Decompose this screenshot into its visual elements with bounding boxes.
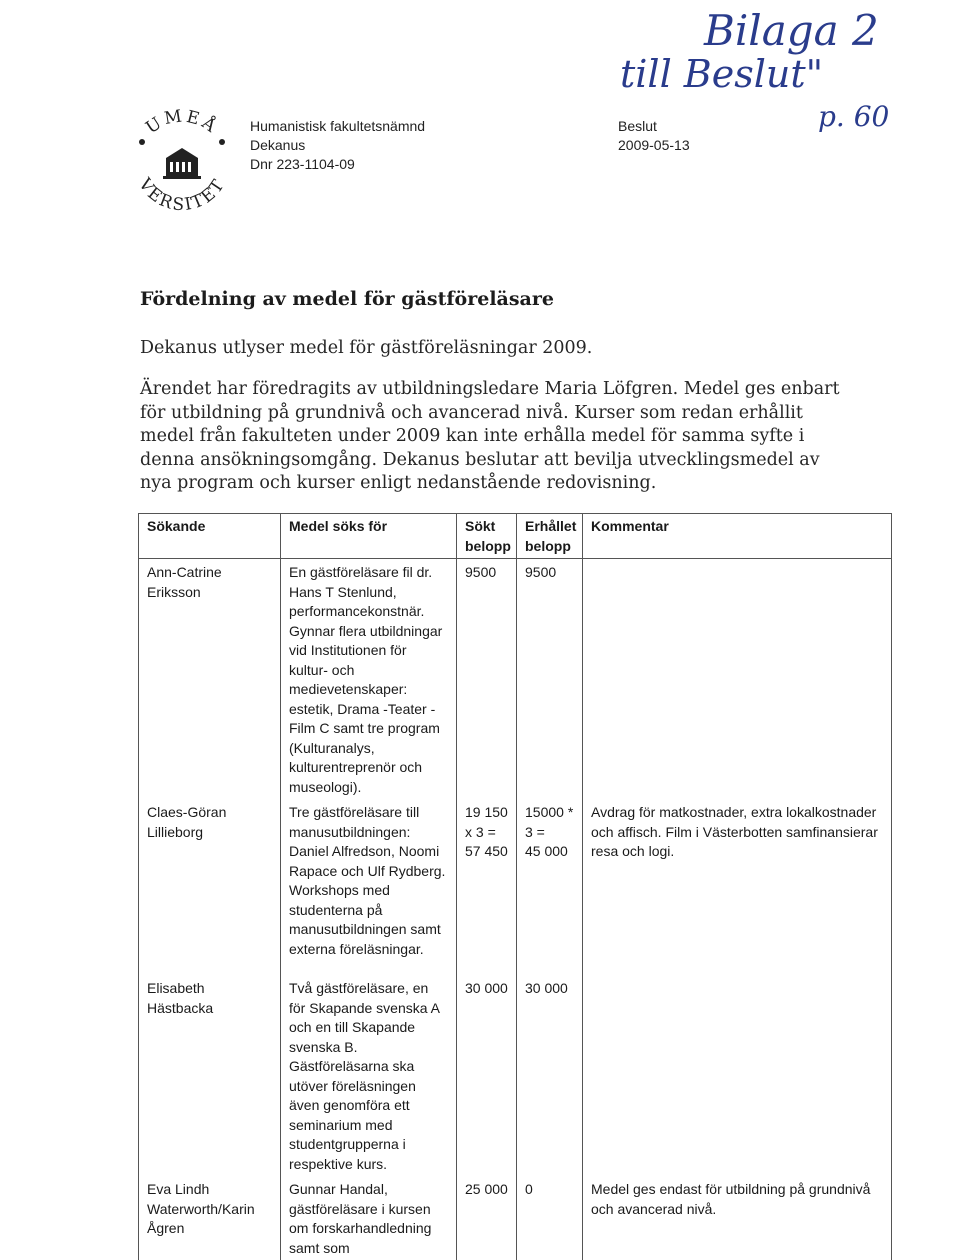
decision-block	[618, 117, 690, 155]
intro-text: Dekanus utlyser medel för gästföreläsningar 2009.	[140, 338, 593, 358]
cell-requested: 19 150 x 3 = 57 450	[457, 799, 517, 975]
cell-comment: Avdrag för matkostnader, extra lokalkostnader och affisch. Film i Västerbotten samfinansierar resa och logi.	[583, 799, 892, 975]
decision-line: Ärendet har föredragits av utbildningsledare Maria Löfgren. Medel ges enbart	[140, 379, 840, 399]
cell-granted: 30 000	[517, 975, 583, 1176]
cell-purpose: Två gästföreläsare, en för Skapande svenska A och en till Skapande svenska B. Gästföreläsarna ska utöver föreläsningen även genomföra ett seminarium med studentgrupperna i respektive kurs.	[281, 975, 457, 1176]
cell-applicant: Eva Lindh Waterworth/Karin Ågren	[139, 1176, 281, 1260]
cell-granted: 0	[517, 1176, 583, 1260]
table-row	[139, 1176, 892, 1260]
university-seal-logo	[116, 96, 248, 228]
allocation-table	[138, 513, 892, 1260]
cell-comment	[583, 975, 892, 1176]
decision-paragraph	[140, 378, 840, 496]
issuer-role: Dekanus	[250, 137, 306, 153]
cell-requested: 30 000	[457, 975, 517, 1176]
issuer-org: Humanistisk fakultetsnämnd	[250, 118, 426, 134]
header-comment: Kommentar	[583, 514, 892, 559]
document-title: Fördelning av medel för gästföreläsare	[140, 288, 554, 310]
cell-comment	[583, 559, 892, 800]
decision-label: Beslut	[618, 118, 657, 134]
svg-text:UMEÅ: UMEÅ	[142, 106, 222, 139]
cell-granted: 15000 * 3 = 45 000	[517, 799, 583, 975]
handwritten-to-decision: till Beslut"	[620, 52, 824, 96]
header-granted: Erhållet belopp	[517, 514, 583, 559]
cell-applicant: Claes-Göran Lillieborg	[139, 799, 281, 975]
svg-text:VERSITET: VERSITET	[134, 174, 230, 216]
header-applicant: Sökande	[139, 514, 281, 559]
cell-requested: 9500	[457, 559, 517, 800]
case-number: Dnr 223-1104-09	[250, 156, 355, 172]
decision-line: medel från fakulteten under 2009 kan inte erhålla medel för samma syfte i	[140, 426, 805, 446]
decision-line: denna ansökningsomgång. Dekanus beslutar att bevilja utvecklingsmedel av	[140, 449, 820, 470]
intro-paragraph	[140, 337, 592, 361]
cell-requested: 25 000	[457, 1176, 517, 1260]
table-row	[139, 975, 892, 1176]
table-row	[139, 559, 892, 800]
cell-applicant: Ann-Catrine Eriksson	[139, 559, 281, 800]
table-header-row	[139, 514, 892, 559]
header-requested: Sökt belopp	[457, 514, 517, 559]
cell-granted: 9500	[517, 559, 583, 800]
table-row	[139, 799, 892, 975]
cell-purpose: Gunnar Handal, gästföreläsare i kursen om forskarhandledning samt som	[281, 1176, 457, 1260]
cell-purpose: Tre gästföreläsare till manusutbildningen: Daniel Alfredson, Noomi Rapace och Ulf Rydberg. Workshops med studenterna på manusutbildningen samt externa föreläsningar.	[281, 799, 457, 975]
building-icon	[163, 148, 201, 179]
decision-date: 2009-05-13	[618, 137, 690, 153]
handwritten-annex: Bilaga 2	[704, 6, 879, 55]
cell-purpose: En gästföreläsare fil dr. Hans T Stenlund, performancekonstnär. Gynnar flera utbildningar vid Institutionen för kultur- och medievetenskaper: estetik, Drama -Teater - Film C samt tre program (Kulturanalys, kulturentreprenör och museologi).	[281, 559, 457, 800]
decision-line: för utbildning på grundnivå och avancerad nivå. Kurser som redan erhållit	[140, 402, 803, 423]
issuer-block	[250, 117, 425, 174]
cell-applicant: Elisabeth Hästbacka	[139, 975, 281, 1176]
decision-line: nya program och kurser enligt nedanstående redovisning.	[140, 473, 657, 493]
header-purpose: Medel söks för	[281, 514, 457, 559]
cell-comment: Medel ges endast för utbildning på grundnivå och avancerad nivå.	[583, 1176, 892, 1260]
handwritten-page: p. 60	[818, 100, 890, 133]
